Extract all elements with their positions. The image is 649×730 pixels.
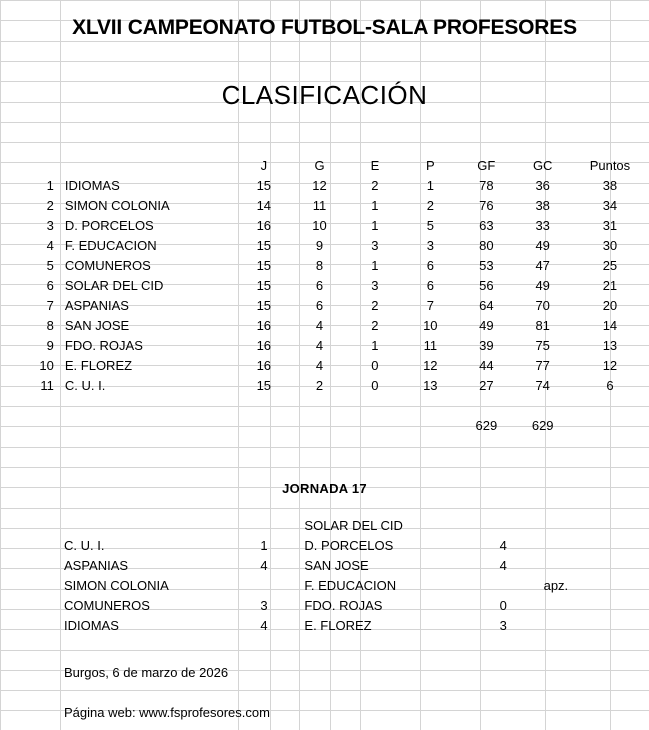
- row-lost: 7: [426, 297, 434, 313]
- totals-goals-for: 629: [475, 417, 498, 433]
- row-drawn: 3: [371, 237, 379, 253]
- row-team: COMUNEROS: [64, 257, 151, 273]
- row-points: 21: [602, 277, 618, 293]
- fixture-home-score: [230, 575, 299, 595]
- footer-website: Página web: www.fsprofesores.com: [64, 705, 270, 720]
- row-position: 7: [46, 297, 54, 313]
- jornada-heading: JORNADA 17: [282, 481, 367, 496]
- row-points: 25: [602, 257, 618, 273]
- header-won: G: [314, 157, 325, 173]
- table-row: [0, 375, 649, 395]
- row-goals-against: 70: [535, 297, 550, 313]
- row-goals-against: 49: [535, 237, 550, 253]
- row-team: F. EDUCACION: [64, 237, 157, 253]
- row-lost: 12: [423, 357, 438, 373]
- fixture-away-score: [469, 515, 538, 535]
- row-points: 20: [602, 297, 618, 313]
- row-won: 2: [315, 377, 324, 393]
- row-position: 11: [40, 377, 54, 393]
- row-points: 12: [602, 357, 618, 373]
- row-team: SAN JOSE: [64, 317, 130, 333]
- header-position: [0, 155, 60, 175]
- row-won: 12: [312, 177, 327, 193]
- fixture-away-score: 4: [499, 557, 507, 573]
- row-played: 15: [256, 257, 272, 273]
- fixture-note: [538, 515, 649, 535]
- row-goals-against: 49: [535, 277, 550, 293]
- row-points: 31: [602, 217, 618, 233]
- page-title: XLVII CAMPEONATO FUTBOL-SALA PROFESORES: [72, 16, 577, 39]
- fixture-row: [0, 575, 649, 595]
- header-team: [60, 155, 236, 175]
- fixture-away-score: 0: [499, 597, 507, 613]
- row-lost: 6: [426, 257, 434, 273]
- header-goals-for: GF: [477, 157, 496, 173]
- row-won: 11: [312, 197, 327, 213]
- row-goals-against: 33: [535, 217, 550, 233]
- row-goals-for: 39: [479, 337, 494, 353]
- row-drawn: 2: [371, 317, 379, 333]
- row-position: 1: [46, 177, 54, 193]
- row-goals-for: 27: [479, 377, 494, 393]
- row-goals-for: 49: [479, 317, 494, 333]
- fixture-row: [0, 555, 649, 575]
- row-position: 5: [46, 257, 54, 273]
- fixture-home-score: 4: [260, 557, 268, 573]
- row-won: 6: [315, 297, 324, 313]
- fixtures-table: [0, 515, 649, 635]
- row-lost: 6: [426, 277, 434, 293]
- fixture-home-team: ASPANIAS: [64, 557, 129, 573]
- row-goals-against: 81: [535, 317, 550, 333]
- fixture-note: [538, 535, 649, 555]
- header-lost: P: [425, 157, 435, 173]
- totals-row: [0, 415, 649, 435]
- table-row: [0, 195, 649, 215]
- row-goals-against: 75: [535, 337, 550, 353]
- row-won: 10: [312, 217, 327, 233]
- row-won: 4: [315, 317, 324, 333]
- table-row: [0, 335, 649, 355]
- row-played: 15: [256, 237, 272, 253]
- row-drawn: 2: [371, 177, 379, 193]
- row-team: IDIOMAS: [64, 177, 120, 193]
- header-drawn: E: [370, 157, 380, 173]
- fixture-away-score: 4: [499, 537, 507, 553]
- row-won: 4: [315, 357, 324, 373]
- table-row: [0, 275, 649, 295]
- fixture-home-score: [230, 515, 299, 535]
- row-team: SIMON COLONIA: [64, 197, 170, 213]
- row-goals-for: 76: [479, 197, 494, 213]
- fixture-home-score: 4: [260, 617, 268, 633]
- row-goals-against: 38: [535, 197, 550, 213]
- fixture-away-team: SAN JOSE: [304, 557, 369, 573]
- row-played: 15: [256, 297, 272, 313]
- fixture-home-team: COMUNEROS: [64, 597, 150, 613]
- fixture-row: [0, 535, 649, 555]
- row-lost: 10: [423, 317, 438, 333]
- fixture-home-team: C. U. I.: [64, 537, 105, 553]
- fixture-away-score: [469, 575, 538, 595]
- table-row: [0, 215, 649, 235]
- row-goals-for: 64: [479, 297, 494, 313]
- fixture-away-team: SOLAR DEL CID: [304, 517, 403, 533]
- row-position: 4: [46, 237, 54, 253]
- row-won: 4: [315, 337, 324, 353]
- standings-header-row: [0, 155, 649, 175]
- row-drawn: 2: [371, 297, 379, 313]
- row-won: 8: [315, 257, 324, 273]
- table-row: [0, 315, 649, 335]
- row-goals-against: 36: [535, 177, 550, 193]
- row-drawn: 0: [371, 357, 379, 373]
- row-won: 6: [315, 277, 324, 293]
- header-goals-against: GC: [532, 157, 553, 173]
- row-goals-against: 77: [535, 357, 550, 373]
- fixture-away-team: FDO. ROJAS: [304, 597, 383, 613]
- fixture-note: [538, 555, 649, 575]
- row-drawn: 0: [371, 377, 379, 393]
- fixture-home-team: IDIOMAS: [64, 617, 119, 633]
- row-team: D. PORCELOS: [64, 217, 154, 233]
- row-goals-for: 53: [479, 257, 494, 273]
- table-row: [0, 295, 649, 315]
- spacer-row: [0, 395, 649, 415]
- row-played: 14: [256, 197, 272, 213]
- row-drawn: 1: [371, 217, 379, 233]
- row-team: FDO. ROJAS: [64, 337, 143, 353]
- fixture-away-team: F. EDUCACION: [304, 577, 397, 593]
- row-goals-for: 80: [479, 237, 494, 253]
- row-goals-for: 78: [479, 177, 494, 193]
- row-position: 3: [46, 217, 54, 233]
- fixture-note: apz.: [543, 577, 569, 593]
- row-team: C. U. I.: [64, 377, 106, 393]
- table-row: [0, 255, 649, 275]
- row-goals-for: 44: [479, 357, 494, 373]
- row-goals-for: 56: [479, 277, 494, 293]
- fixture-home-score: 3: [260, 597, 268, 613]
- row-played: 16: [256, 337, 272, 353]
- row-lost: 11: [423, 337, 438, 353]
- row-drawn: 1: [371, 257, 379, 273]
- row-points: 34: [602, 197, 618, 213]
- row-won: 9: [315, 237, 324, 253]
- row-played: 15: [256, 177, 272, 193]
- totals-goals-against: 629: [531, 417, 554, 433]
- row-position: 6: [46, 277, 54, 293]
- row-goals-against: 74: [535, 377, 550, 393]
- row-team: SOLAR DEL CID: [64, 277, 164, 293]
- fixture-home-score: 1: [260, 537, 268, 553]
- row-lost: 5: [426, 217, 434, 233]
- row-played: 16: [256, 317, 272, 333]
- page-subtitle: CLASIFICACIÓN: [221, 80, 428, 110]
- table-row: [0, 235, 649, 255]
- row-goals-for: 63: [479, 217, 494, 233]
- row-lost: 2: [426, 197, 434, 213]
- header-played: J: [260, 157, 268, 173]
- row-lost: 1: [426, 177, 434, 193]
- fixture-home-team: SIMON COLONIA: [64, 577, 169, 593]
- row-points: 6: [606, 377, 614, 393]
- fixture-away-team: D. PORCELOS: [304, 537, 394, 553]
- header-points: Puntos: [589, 157, 631, 173]
- standings-table: [0, 155, 649, 435]
- fixture-row: [0, 515, 649, 535]
- row-lost: 13: [423, 377, 438, 393]
- row-position: 2: [46, 197, 54, 213]
- footer-place: Burgos, 6 de marzo de 2026: [64, 665, 229, 680]
- row-position: 8: [46, 317, 54, 333]
- row-played: 15: [256, 277, 272, 293]
- row-played: 15: [256, 377, 272, 393]
- fixture-note: [538, 595, 649, 615]
- row-played: 16: [256, 357, 272, 373]
- table-row: [0, 175, 649, 195]
- row-points: 14: [602, 317, 618, 333]
- fixture-note: [538, 615, 649, 635]
- row-points: 38: [602, 177, 618, 193]
- fixture-row: [0, 615, 649, 635]
- row-drawn: 1: [371, 197, 379, 213]
- fixture-home-team: [0, 515, 230, 535]
- row-points: 30: [602, 237, 618, 253]
- row-goals-against: 47: [535, 257, 550, 273]
- row-drawn: 1: [371, 337, 379, 353]
- fixture-away-team: E. FLOREZ: [304, 617, 372, 633]
- row-position: 9: [46, 337, 54, 353]
- fixture-row: [0, 595, 649, 615]
- row-lost: 3: [426, 237, 434, 253]
- row-team: ASPANIAS: [64, 297, 129, 313]
- row-drawn: 3: [371, 277, 379, 293]
- row-position: 10: [39, 357, 54, 373]
- table-row: [0, 355, 649, 375]
- row-played: 16: [256, 217, 272, 233]
- fixture-away-score: 3: [499, 617, 507, 633]
- row-points: 13: [602, 337, 618, 353]
- row-team: E. FLOREZ: [64, 357, 133, 373]
